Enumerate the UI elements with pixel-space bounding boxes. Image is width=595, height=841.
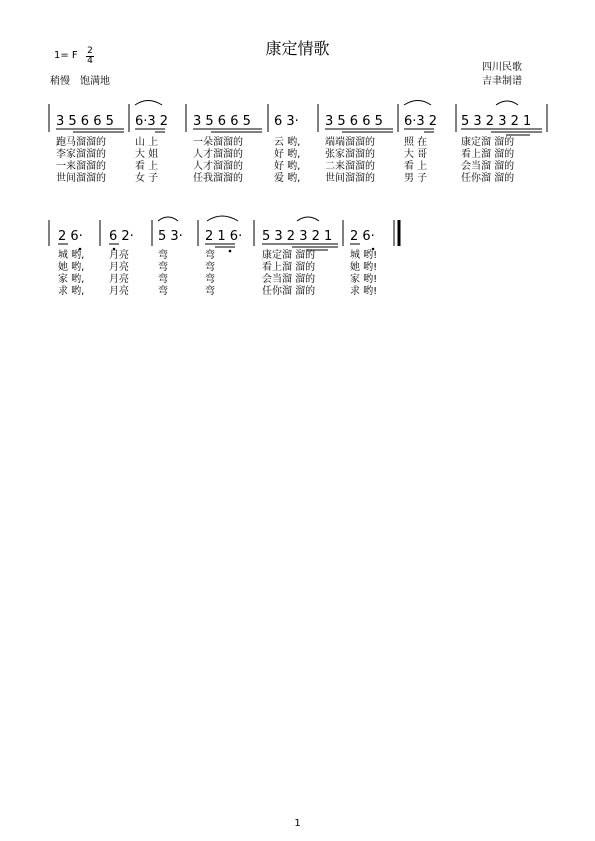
key-signature: 1= F [54, 50, 78, 61]
staff1-measure-2-notes: 6·3 2 [135, 114, 169, 129]
lyric-line: 端端溜溜的 [325, 137, 375, 148]
staff2-lyrics-measure-6 [350, 250, 377, 298]
staff2-lyrics-measure-2 [109, 250, 129, 298]
lyric-line: 任你溜 溜的 [262, 286, 316, 297]
staff1-measure-7 [461, 101, 542, 135]
lyric-line: 弯 [158, 250, 168, 261]
lyric-line: 弯 [205, 262, 215, 273]
lyric-line: 看上溜 溜的 [262, 262, 316, 273]
staff1-measure-2 [135, 101, 168, 133]
lyric-line: 她 哟! [350, 262, 378, 273]
time-signature-top: 2 [87, 46, 93, 56]
lyric-line: 二来溜溜的 [325, 161, 375, 172]
staff2-measure-5 [262, 217, 338, 250]
lyric-line: 会当溜 溜的 [461, 161, 515, 172]
staff2-measure-3-notes: 5 3· [158, 229, 183, 244]
staff2-lyrics-measure-1 [58, 250, 84, 298]
lyric-line: 世间溜溜的 [325, 173, 375, 184]
staff2-measure-3 [158, 217, 183, 244]
staff2-lyrics-measure-3 [158, 250, 168, 298]
lyric-line: 任我溜溜的 [193, 173, 243, 184]
staff2-measure-6 [350, 229, 375, 250]
lyric-line: 城 哟, [58, 250, 85, 261]
lyric-line: 城 哟! [350, 250, 378, 261]
lyric-line: 人才溜溜的 [193, 149, 243, 160]
tempo-marking: 稍慢 饱满地 [50, 76, 110, 87]
arranger-credit: 吉聿制谱 [482, 76, 522, 87]
lyric-line: 看 上 [135, 161, 159, 172]
lyric-line: 求 哟, [58, 286, 85, 297]
staff2-measure-2-notes: 6 2· [109, 229, 134, 244]
staff1-lyrics-measure-3 [193, 137, 243, 185]
lyric-line: 康定溜 溜的 [262, 250, 316, 261]
lyric-line: 张家溜溜的 [325, 149, 375, 160]
lyric-line: 好 哟, [274, 161, 301, 172]
lyric-line: 人才溜溜的 [193, 161, 243, 172]
lyric-line: 看 上 [404, 161, 428, 172]
lyric-line: 家 哟! [350, 274, 378, 285]
lyric-line: 好 哟, [274, 149, 301, 160]
lyric-line: 大 姐 [135, 149, 159, 160]
staff1-measure-1-notes: 3 5 6 6 5 [56, 114, 114, 129]
lyric-line: 弯 [158, 286, 168, 297]
staff1-lyrics-measure-5 [325, 137, 375, 185]
song-title: 康定情歌 [265, 39, 330, 58]
staff1-measure-6-notes: 6·3 2 [404, 114, 438, 129]
lyric-line: 李家溜溜的 [56, 149, 106, 160]
staff1-lyrics-measure-2 [135, 137, 158, 185]
lyric-line: 跑马溜溜的 [56, 137, 106, 148]
staff2-measure-1-notes: 2 6· [58, 229, 83, 244]
staff1-measure-6 [404, 101, 437, 133]
lyric-line: 康定溜 溜的 [461, 137, 515, 148]
lyric-line: 弯 [205, 274, 215, 285]
lyric-line: 大 哥 [404, 149, 428, 160]
staff1-measure-4 [274, 114, 299, 129]
lyric-line: 看上溜 溜的 [461, 149, 515, 160]
lyric-line: 弯 [158, 262, 168, 273]
lyric-line: 弯 [205, 250, 215, 261]
staff2-measure-6-notes: 2 6· [350, 229, 375, 244]
lyric-line: 一朵溜溜的 [193, 137, 243, 148]
lyric-line: 她 哟, [58, 262, 85, 273]
staff2-measure-2 [109, 229, 134, 250]
staff2-measure-5-notes: 5 3 2 3 2 1 [262, 229, 333, 244]
staff1-lyrics-measure-4 [274, 137, 300, 185]
time-signature-bottom: 4 [87, 56, 93, 66]
staff2-lyrics-measure-4 [205, 250, 215, 298]
lyric-line: 月亮 [109, 274, 129, 285]
lyric-line: 求 哟! [350, 286, 378, 297]
staff2-lyrics-measure-5 [262, 250, 315, 298]
staff2-measure-4 [205, 216, 242, 252]
staff2-measure-1 [58, 229, 83, 250]
lyric-line: 弯 [158, 274, 168, 285]
lyric-line: 会当溜 溜的 [262, 274, 316, 285]
song-origin: 四川民歌 [482, 62, 522, 73]
lyric-line: 照 在 [404, 137, 428, 148]
staff1-measure-3-notes: 3 5 6 6 5 [193, 114, 251, 129]
staff1-lyrics-measure-7 [461, 137, 514, 185]
lyric-line: 云 哟, [274, 137, 301, 148]
staff1-measure-5-notes: 3 5 6 6 5 [325, 114, 383, 129]
lyric-line: 爱 哟, [274, 173, 301, 184]
lyric-line: 一来溜溜的 [56, 161, 106, 172]
lyric-line: 月亮 [109, 262, 129, 273]
staff2-measure-4-notes: 2 1 6· [205, 229, 243, 244]
staff1-measure-4-notes: 6 3· [274, 114, 299, 129]
staff1-measure-3 [193, 114, 262, 132]
lyric-line: 家 哟, [58, 274, 85, 285]
staff1-measure-5 [325, 114, 393, 132]
lyric-line: 任你溜 溜的 [461, 173, 515, 184]
lyric-line: 月亮 [109, 250, 129, 261]
staff1-measure-7-notes: 5 3 2 3 2 1 [461, 114, 532, 129]
lyric-line: 女 子 [135, 173, 159, 184]
staff1-measure-1 [56, 114, 124, 132]
lyric-line: 月亮 [109, 286, 129, 297]
page-number: 1 [294, 818, 301, 829]
staff1-lyrics-measure-1 [56, 137, 106, 185]
lyric-line: 山 上 [135, 137, 159, 148]
staff1-lyrics-measure-6 [404, 137, 427, 185]
lyric-line: 弯 [205, 286, 215, 297]
lyric-line: 男 子 [404, 173, 428, 184]
lyric-line: 世间溜溜的 [56, 173, 106, 184]
